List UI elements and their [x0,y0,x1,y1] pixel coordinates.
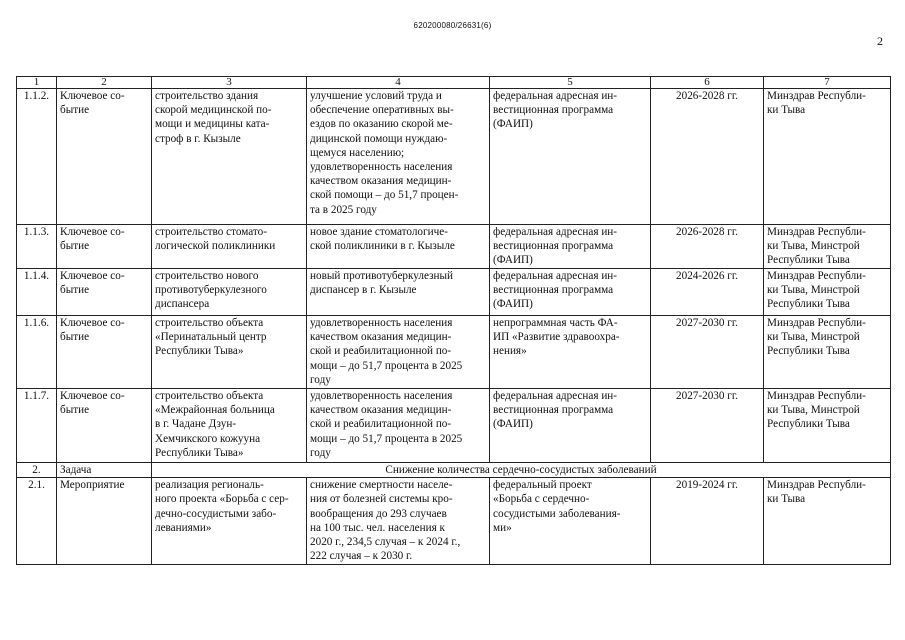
page-number: 2 [877,34,883,48]
row-source: непрограммная часть ФА- ИП «Развитие здравоохра- нения» [490,316,651,389]
table-row [17,225,891,269]
row-executor: Минздрав Республи- ки Тыва [764,478,891,565]
row-result: снижение смертности населе- ния от болезней системы кро- вообращения до 293 случаев на 100 тыс. чел. населения к 2020 г., 234,5 случая – к 2024 г., 222 случая – к 2030 г. [307,478,490,565]
row-action: строительство стомато- логической поликлиники [152,225,307,269]
row-source: федеральная адресная ин- вестиционная программа (ФАИП) [490,225,651,269]
column-header: 6 [651,77,764,89]
row-action: строительство нового противотуберкулезного диспансера [152,269,307,316]
row-action: строительство здания скорой медицинской по- мощи и медицины ката- строф в г. Кызыле [152,89,307,225]
row-type: Ключевое со- бытие [57,89,152,225]
row-result: новый противотуберкулезный диспансер в г. Кызыле [307,269,490,316]
row-source: федеральная адресная ин- вестиционная программа (ФАИП) [490,89,651,225]
task-title: Снижение количества сердечно-сосудистых заболеваний [152,463,891,478]
row-period: 2019-2024 гг. [651,478,764,565]
table-row [17,316,891,389]
task-type: Задача [57,463,152,478]
row-number: 2.1. [17,478,57,565]
row-type: Ключевое со- бытие [57,389,152,463]
column-header: 3 [152,77,307,89]
row-number: 1.1.3. [17,225,57,269]
row-result: новое здание стоматологиче- ской поликлиники в г. Кызыле [307,225,490,269]
row-type: Ключевое со- бытие [57,316,152,389]
row-type: Мероприятие [57,478,152,565]
row-executor: Минздрав Республи- ки Тыва, Минстрой Республики Тыва [764,269,891,316]
row-result: удовлетворенность населения качеством оказания медицин- ской и реабилитационной по- мощи – до 51,7 процента в 2025 году [307,316,490,389]
row-executor: Минздрав Республи- ки Тыва, Минстрой Республики Тыва [764,316,891,389]
row-period: 2024-2026 гг. [651,269,764,316]
plan-table [16,76,891,565]
row-action: реализация региональ- ного проекта «Борьба с сер- дечно-сосудистыми забо- леваниями» [152,478,307,565]
row-type: Ключевое со- бытие [57,269,152,316]
row-action: строительство объекта «Межрайонная больница в г. Чадане Дзун- Хемчикского кожууна Республики Тыва» [152,389,307,463]
row-period: 2027-2030 гг. [651,389,764,463]
row-number: 1.1.6. [17,316,57,389]
row-period: 2026-2028 гг. [651,225,764,269]
column-header: 7 [764,77,891,89]
row-result: удовлетворенность населения качеством оказания медицин- ской и реабилитационной по- мощи – до 51,7 процента в 2025 году [307,389,490,463]
column-header: 2 [57,77,152,89]
row-result: улучшение условий труда и обеспечение оперативных вы- ездов по оказанию скорой ме- дицинской помощи нуждаю- щемуся населению; удовлетворенность населения качеством оказания медицин- ской помощи – до 51,7 процен- та в 2025 году [307,89,490,225]
row-type: Ключевое со- бытие [57,225,152,269]
row-source: федеральный проект «Борьба с сердечно- сосудистыми заболевания- ми» [490,478,651,565]
row-source: федеральная адресная ин- вестиционная программа (ФАИП) [490,389,651,463]
row-period: 2026-2028 гг. [651,89,764,225]
column-header: 4 [307,77,490,89]
row-executor: Минздрав Республи- ки Тыва, Минстрой Республики Тыва [764,225,891,269]
table-row [17,269,891,316]
row-executor: Минздрав Республи- ки Тыва [764,89,891,225]
row-period: 2027-2030 гг. [651,316,764,389]
task-row [17,463,891,478]
table-row [17,89,891,225]
row-number: 1.1.2. [17,89,57,225]
table-row [17,389,891,463]
document-id: 620200080/26631(6) [413,21,492,30]
header-row [17,77,891,89]
row-number: 1.1.7. [17,389,57,463]
row-number: 1.1.4. [17,269,57,316]
column-header: 1 [17,77,57,89]
table-row [17,478,891,565]
row-executor: Минздрав Республи- ки Тыва, Минстрой Республики Тыва [764,389,891,463]
row-source: федеральная адресная ин- вестиционная программа (ФАИП) [490,269,651,316]
row-action: строительство объекта «Перинатальный центр Республики Тыва» [152,316,307,389]
column-header: 5 [490,77,651,89]
task-number: 2. [17,463,57,478]
